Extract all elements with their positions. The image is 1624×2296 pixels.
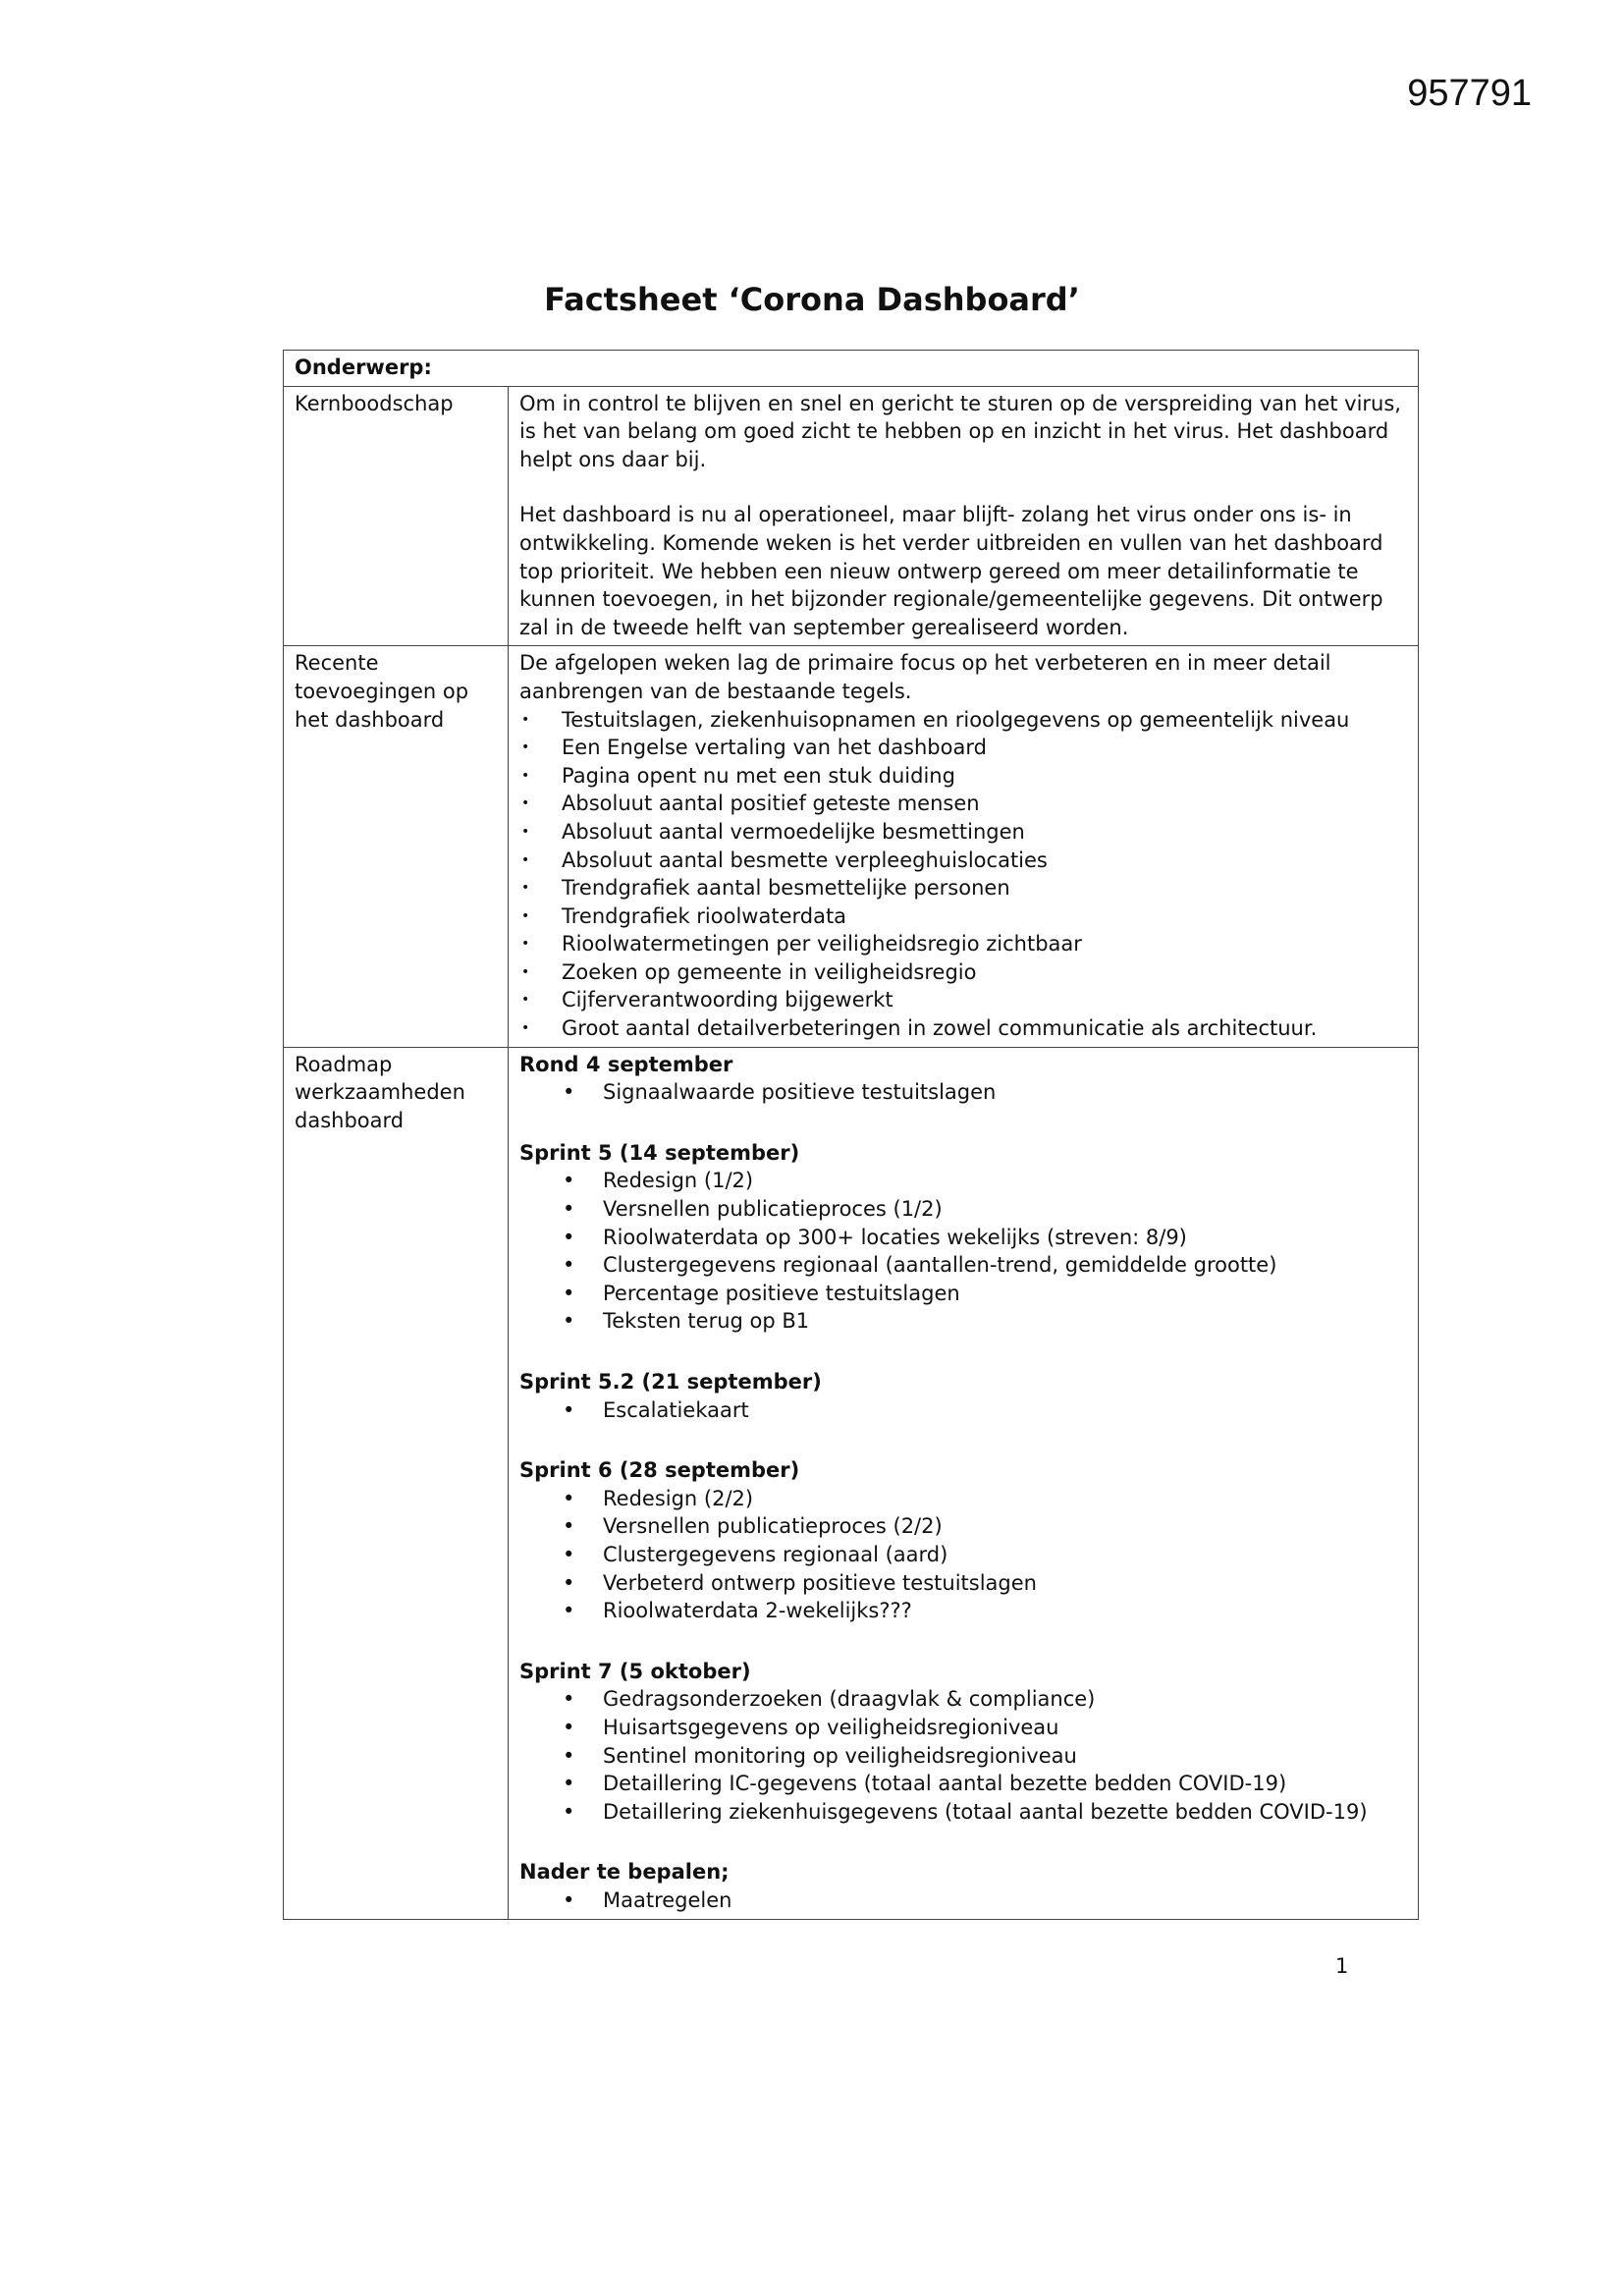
roadmap-list-item: • Clustergegevens regionaal (aantallen-trend, gemiddelde grootte): [519, 1251, 1407, 1280]
recent-label: Recente toevoegingen op het dashboard: [284, 646, 509, 1047]
roadmap-section-list: [519, 1685, 1407, 1826]
roadmap-list-item: • Detaillering IC-gegevens (totaal aantal bezette bedden COVID-19): [519, 1770, 1407, 1798]
recent-list-item: • Een Engelse vertaling van het dashboard: [519, 734, 1407, 762]
roadmap-list-item: • Rioolwaterdata op 300+ locaties wekelijks (streven: 8/9): [519, 1224, 1407, 1252]
roadmap-section-heading: Sprint 5 (14 september): [519, 1140, 800, 1165]
recent-list-item: • Absoluut aantal vermoedelijke besmettingen: [519, 818, 1407, 847]
roadmap-section-list: [519, 1396, 1407, 1425]
recent-list-item: • Rioolwatermetingen per veiligheidsregio zichtbaar: [519, 930, 1407, 958]
recent-list-item: • Cijferverantwoording bijgewerkt: [519, 986, 1407, 1014]
roadmap-section-heading: Sprint 7 (5 oktober): [519, 1659, 751, 1683]
roadmap-section-list: [519, 1485, 1407, 1625]
recent-list-item: • Pagina opent nu met een stuk duiding: [519, 762, 1407, 791]
page-number: 1: [1335, 1954, 1349, 1978]
recent-row: [284, 646, 1419, 1047]
roadmap-section-heading: Sprint 5.2 (21 september): [519, 1370, 822, 1394]
roadmap-list-item: • Rioolwaterdata 2-wekelijks???: [519, 1597, 1407, 1625]
roadmap-list-item: • Verbeterd ontwerp positieve testuitslagen: [519, 1569, 1407, 1598]
header-row: [284, 351, 1419, 387]
roadmap-list-item: • Teksten terug op B1: [519, 1307, 1407, 1336]
roadmap-list-item: • Gedragsonderzoeken (draagvlak & compliance): [519, 1685, 1407, 1714]
roadmap-row: [284, 1047, 1419, 1919]
recent-list-item: • Absoluut aantal positief geteste mensen: [519, 790, 1407, 818]
recent-intro: De afgelopen weken lag de primaire focus op het verbeteren en in meer detail aanbrengen van de bestaande tegels.: [519, 651, 1331, 703]
roadmap-label: Roadmap werkzaamheden dashboard: [284, 1047, 509, 1919]
recent-list: [519, 706, 1407, 1043]
roadmap-section-heading: Nader te bepalen;: [519, 1860, 730, 1885]
factsheet-table: [283, 350, 1419, 1920]
recent-list-item: • Trendgrafiek rioolwaterdata: [519, 902, 1407, 931]
roadmap-list-item: • Clustergegevens regionaal (aard): [519, 1541, 1407, 1569]
kernboodschap-paragraph-1: Om in control te blijven en snel en gericht te sturen op de verspreiding van het virus, is het van belang om goed zicht te hebben op en inzicht in het virus. Het dashboard helpt ons daar bij.: [519, 391, 1401, 471]
roadmap-list-item: • Detaillering ziekenhuisgegevens (totaal aantal bezette bedden COVID-19): [519, 1798, 1407, 1827]
kernboodschap-content: [509, 386, 1419, 646]
roadmap-section-heading: Sprint 6 (28 september): [519, 1458, 800, 1483]
roadmap-list-item: • Sentinel monitoring op veiligheidsregioniveau: [519, 1742, 1407, 1771]
page-title: Factsheet ‘Corona Dashboard’: [544, 281, 1080, 318]
roadmap-list-item: • Huisartsgegevens op veiligheidsregioniveau: [519, 1714, 1407, 1742]
roadmap-list-item: • Escalatiekaart: [519, 1396, 1407, 1425]
recent-content: [509, 646, 1419, 1047]
roadmap-section-list: [519, 1078, 1407, 1107]
roadmap-section-list: [519, 1167, 1407, 1336]
roadmap-list-item: • Redesign (1/2): [519, 1167, 1407, 1195]
document-number: 957791: [1407, 73, 1532, 114]
recent-list-item: • Testuitslagen, ziekenhuisopnamen en rioolgegevens op gemeentelijk niveau: [519, 706, 1407, 735]
kernboodschap-row: [284, 386, 1419, 646]
roadmap-list-item: • Versnellen publicatieproces (1/2): [519, 1195, 1407, 1224]
kernboodschap-label: Kernboodschap: [284, 386, 509, 646]
recent-list-item: • Absoluut aantal besmette verpleeghuislocaties: [519, 847, 1407, 875]
roadmap-section-list: [519, 1886, 1407, 1915]
recent-list-item: • Zoeken op gemeente in veiligheidsregio: [519, 958, 1407, 987]
recent-list-item: • Groot aantal detailverbeteringen in zowel communicatie als architectuur.: [519, 1014, 1407, 1043]
subject-header: Onderwerp:: [284, 351, 1419, 387]
roadmap-content: [509, 1047, 1419, 1919]
roadmap-list-item: • Percentage positieve testuitslagen: [519, 1280, 1407, 1308]
roadmap-list-item: • Versnellen publicatieproces (2/2): [519, 1512, 1407, 1541]
roadmap-list-item: • Signaalwaarde positieve testuitslagen: [519, 1078, 1407, 1107]
roadmap-list-item: • Redesign (2/2): [519, 1485, 1407, 1513]
roadmap-section-heading: Rond 4 september: [519, 1052, 733, 1076]
kernboodschap-paragraph-2: Het dashboard is nu al operationeel, maar blijft- zolang het virus onder ons is- in ontwikkeling. Komende weken is het verder uitbreiden en vullen van het dashboard top prioriteit. We hebben een nieuw ontwerp gereed om meer detailinformatie te kunnen toevoegen, in het bijzonder regionale/gemeentelijke gegevens. Dit ontwerp zal in de tweede helft van september gerealiseerd worden.: [519, 503, 1383, 639]
roadmap-list-item: • Maatregelen: [519, 1886, 1407, 1915]
recent-list-item: • Trendgrafiek aantal besmettelijke personen: [519, 874, 1407, 902]
